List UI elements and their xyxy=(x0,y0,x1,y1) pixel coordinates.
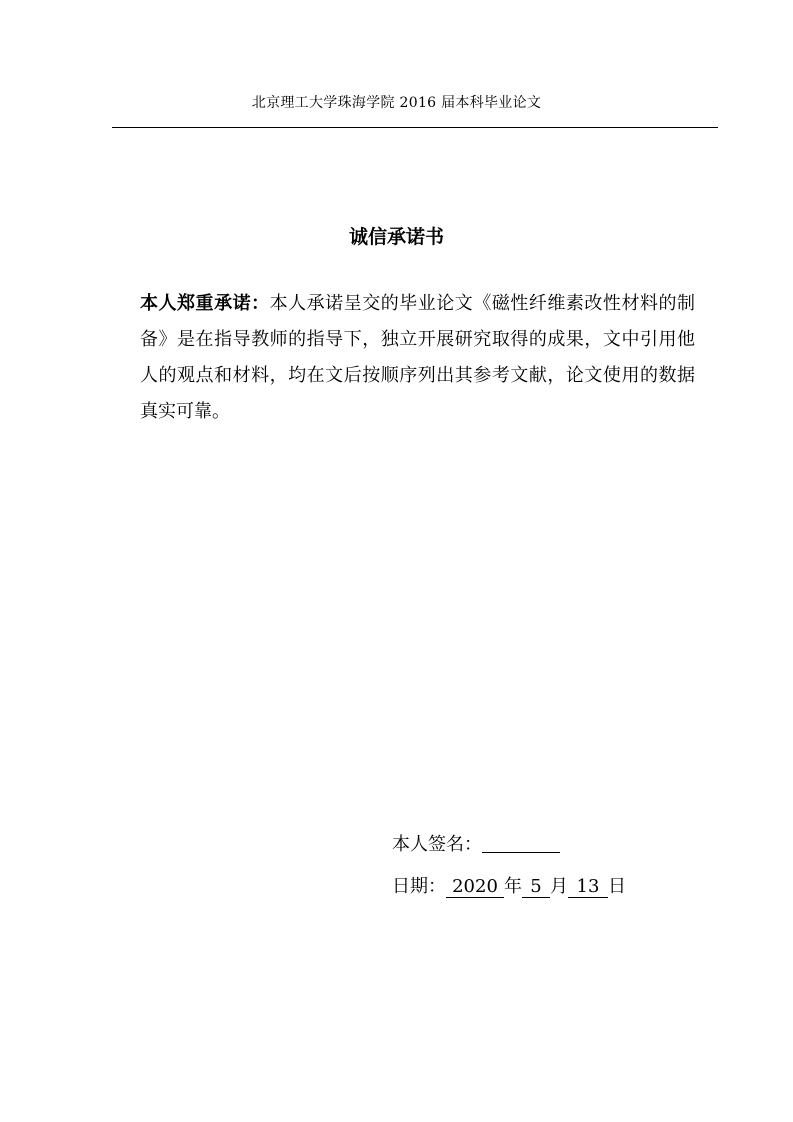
signature-field xyxy=(482,832,560,853)
document-title: 诚信承诺书 xyxy=(348,226,444,248)
signature-label: 本人签名： xyxy=(392,834,482,855)
date-label: 日期： xyxy=(392,876,446,897)
pledge-text: 本人承诺呈交的毕业论文《磁性纤维素改性材料的制备》是在指导教师的指导下，独立开展研究取得的成果，文中引用他人的观点和材料，均在文后按顺序列出其参考文献，论文使用的数据真实可靠。 xyxy=(140,293,696,422)
pledge-paragraph xyxy=(140,286,695,430)
pledge-lead-in: 本人郑重承诺： xyxy=(140,293,270,314)
running-header: 北京理工大学珠海学院 2016 届本科毕业论文 xyxy=(251,95,542,111)
date-row xyxy=(392,872,626,898)
date-month: 5 xyxy=(522,877,550,898)
date-year: 2020 xyxy=(446,877,504,898)
header-rule xyxy=(112,127,718,128)
date-month-unit: 月 xyxy=(550,876,568,897)
date-day-unit: 日 xyxy=(608,876,626,897)
date-day: 13 xyxy=(568,877,608,898)
date-year-unit: 年 xyxy=(504,876,522,897)
signature-row xyxy=(392,830,560,856)
